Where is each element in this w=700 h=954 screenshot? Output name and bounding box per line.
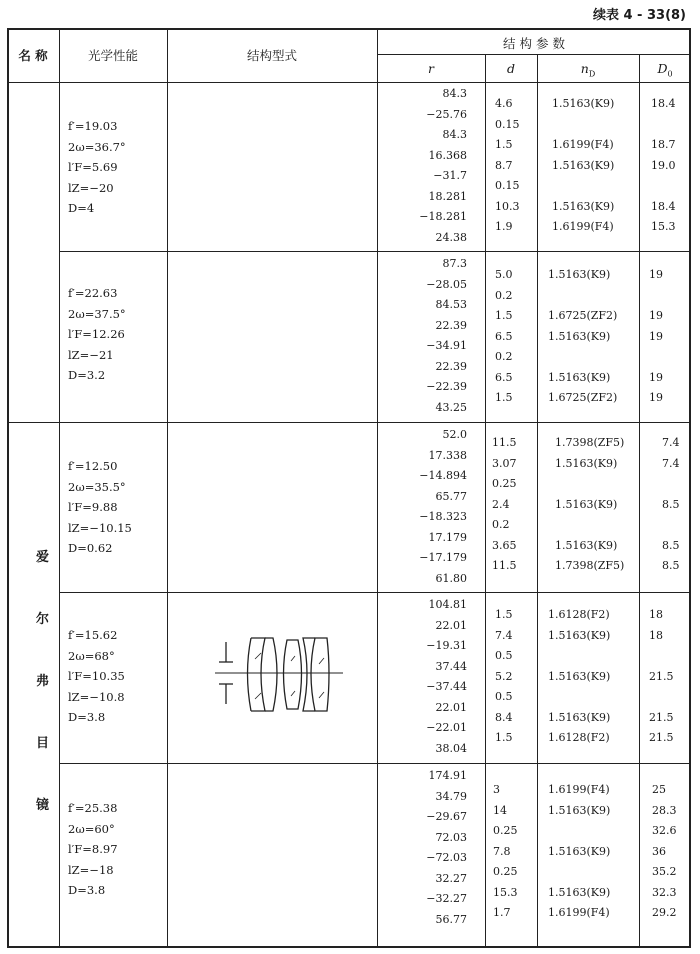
entry-4-glass: 1.6128(F2) 1.5163(K9) 1.5163(K9) 1.5163(K9) 1.6128(F2) (548, 608, 611, 744)
entry-2-thickness: 5.0 0.2 1.5 6.5 0.2 6.5 1.5 (495, 268, 513, 404)
rule-v2 (167, 28, 168, 946)
entry-5-performance: f′=25.38 2ω=60° l′F=8.97 lZ=−18 D=3.8 (68, 801, 118, 897)
rule-right (689, 28, 691, 948)
rule-row-1 (59, 251, 691, 252)
erfle-lens-diagram (207, 604, 343, 744)
rule-v5 (537, 54, 538, 946)
header-params: 结 构 参 数 (503, 36, 565, 51)
entry-1-diameter: 18.4 18.7 19.0 18.4 15.3 (651, 97, 676, 233)
rule-top (7, 28, 691, 30)
rule-v1 (59, 28, 60, 946)
entry-2-radius: 87.3 −28.05 84.53 22.39 −34.91 22.39 −22.39 43.25 (426, 257, 467, 414)
rule-v6 (639, 54, 640, 946)
rule-row-4 (59, 763, 691, 764)
entry-3-radius: 52.0 17.338 −14.894 65.77 −18.323 17.179 −17.179 61.80 (419, 428, 467, 585)
header-structure: 结构型式 (246, 48, 297, 63)
entry-3-performance: f′=12.50 2ω=35.5° l′F=9.88 lZ=−10.15 D=0.62 (68, 459, 132, 555)
entry-3-thickness: 11.5 3.07 0.25 2.4 0.2 3.65 11.5 (492, 436, 517, 572)
rule-row-3 (59, 592, 691, 593)
group-name-char: 爱 (36, 550, 50, 565)
entry-3-glass: 1.7398(ZF5) 1.5163(K9) 1.5163(K9) 1.5163(K9) 1.7398(ZF5) (555, 436, 625, 572)
rule-left (7, 28, 9, 948)
entry-5-radius: 174.91 34.79 −29.67 72.03 −72.03 32.27 −32.27 56.77 (426, 769, 467, 926)
entry-1-glass: 1.5163(K9) 1.6199(F4) 1.5163(K9) 1.5163(K9) 1.6199(F4) (552, 97, 615, 233)
entry-4-diameter: 18 18 21.5 21.5 21.5 (649, 608, 674, 744)
entry-5-glass: 1.6199(F4) 1.5163(K9) 1.5163(K9) 1.5163(K9) 1.6199(F4) (548, 783, 611, 919)
header-r: r (428, 61, 434, 76)
entry-5-thickness: 3 14 0.25 7.8 0.25 15.3 1.7 (493, 783, 518, 919)
header-name: 名 称 (18, 48, 48, 63)
group-name-char: 弗 (36, 674, 50, 689)
group-name-char: 目 (36, 736, 50, 751)
entry-2-glass: 1.5163(K9) 1.6725(ZF2) 1.5163(K9) 1.5163(K9) 1.6725(ZF2) (548, 268, 618, 404)
header-d0: $D_0$ (657, 61, 673, 79)
group-name-char: 镜 (36, 798, 50, 813)
entry-5-diameter: 25 28.3 32.6 36 35.2 32.3 29.2 (652, 783, 677, 919)
header-nd: $n_D$ (580, 61, 596, 79)
entry-4-performance: f′=15.62 2ω=68° l′F=10.35 lZ=−10.8 D=3.8 (68, 628, 125, 724)
entry-2-performance: f′=22.63 2ω=37.5° l′F=12.26 lZ=−21 D=3.2 (68, 286, 126, 382)
header-d: d (506, 61, 515, 76)
entry-2-diameter: 19 19 19 19 19 (649, 268, 663, 404)
rule-params (377, 54, 691, 55)
rule-header (7, 82, 691, 83)
rule-row-2 (7, 422, 691, 423)
header-optical: 光学性能 (87, 48, 138, 63)
entry-4-thickness: 1.5 7.4 0.5 5.2 0.5 8.4 1.5 (495, 608, 513, 744)
rule-v3 (377, 28, 378, 946)
entry-4-radius: 104.81 22.01 −19.31 37.44 −37.44 22.01 −22.01 38.04 (426, 598, 467, 755)
lens-table (7, 28, 691, 948)
entry-3-diameter: 7.4 7.4 8.5 8.5 8.5 (662, 436, 680, 572)
entry-1-radius: 84.3 −25.76 84.3 16.368 −31.7 18.281 −18.281 24.38 (419, 87, 467, 244)
rule-v4 (485, 54, 486, 946)
entry-1-performance: f′=19.03 2ω=36.7° l′F=5.69 lZ=−20 D=4 (68, 119, 126, 215)
entry-1-thickness: 4.6 0.15 1.5 8.7 0.15 10.3 1.9 (495, 97, 520, 233)
group-name-char: 尔 (36, 612, 50, 627)
rule-bottom (7, 946, 691, 948)
table-caption: 续表 4 - 33(8) (592, 8, 686, 23)
